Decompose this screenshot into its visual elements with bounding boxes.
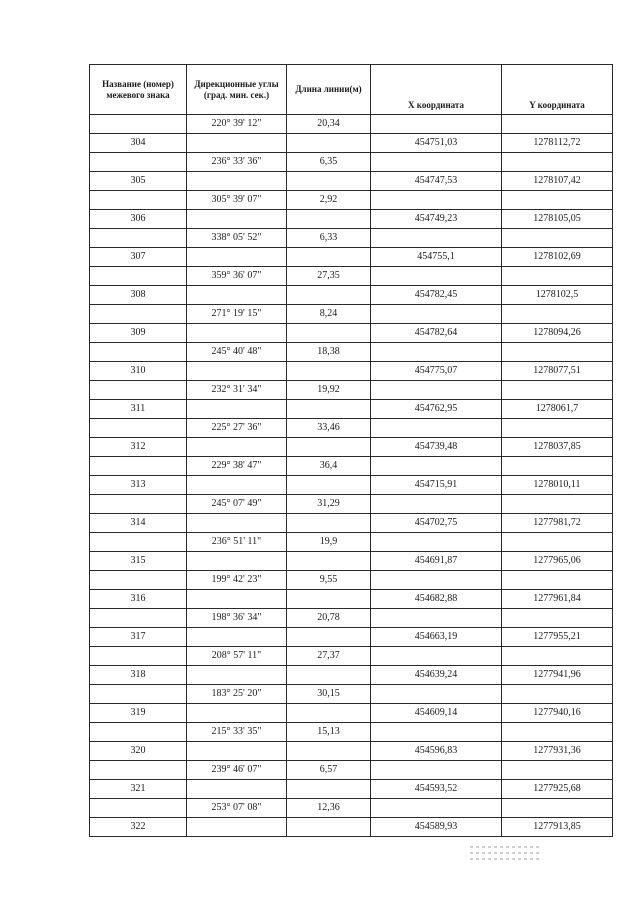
point-name-cell [90, 495, 187, 514]
length-cell: 15,13 [287, 723, 371, 742]
angle-cell [187, 666, 287, 685]
point-row [90, 134, 613, 153]
y-coordinate-cell [502, 229, 613, 248]
header-y: Y координата [502, 65, 613, 115]
length-cell: 18,38 [287, 343, 371, 362]
point-name-cell [90, 153, 187, 172]
x-coordinate-cell: 454715,91 [371, 476, 502, 495]
segment-row [90, 115, 613, 134]
length-cell: 20,78 [287, 609, 371, 628]
y-coordinate-cell [502, 457, 613, 476]
angle-cell: 198° 36' 34" [187, 609, 287, 628]
y-coordinate-cell [502, 685, 613, 704]
length-cell [287, 476, 371, 495]
y-coordinate-cell [502, 343, 613, 362]
segment-row [90, 761, 613, 780]
x-coordinate-cell [371, 495, 502, 514]
y-coordinate-cell: 1277925,68 [502, 780, 613, 799]
x-coordinate-cell: 454749,23 [371, 210, 502, 229]
angle-cell: 236° 33' 36" [187, 153, 287, 172]
length-cell [287, 780, 371, 799]
y-coordinate-cell: 1277965,06 [502, 552, 613, 571]
x-coordinate-cell: 454609,14 [371, 704, 502, 723]
x-coordinate-cell [371, 419, 502, 438]
angle-cell [187, 286, 287, 305]
length-cell: 27,37 [287, 647, 371, 666]
length-cell [287, 438, 371, 457]
x-coordinate-cell [371, 533, 502, 552]
angle-cell [187, 552, 287, 571]
angle-cell: 232° 31' 34" [187, 381, 287, 400]
y-coordinate-cell: 1277913,85 [502, 818, 613, 837]
point-name-cell: 313 [90, 476, 187, 495]
x-coordinate-cell: 454751,03 [371, 134, 502, 153]
point-name-cell: 311 [90, 400, 187, 419]
point-name-cell: 317 [90, 628, 187, 647]
length-cell [287, 514, 371, 533]
y-coordinate-cell: 1278010,11 [502, 476, 613, 495]
angle-cell: 359° 36' 07" [187, 267, 287, 286]
segment-row [90, 495, 613, 514]
angle-cell [187, 514, 287, 533]
segment-row [90, 799, 613, 818]
y-coordinate-cell: 1278037,85 [502, 438, 613, 457]
point-name-cell: 305 [90, 172, 187, 191]
angle-cell [187, 210, 287, 229]
point-name-cell: 312 [90, 438, 187, 457]
segment-row [90, 647, 613, 666]
y-coordinate-cell: 1277981,72 [502, 514, 613, 533]
y-coordinate-cell: 1277961,84 [502, 590, 613, 609]
segment-row [90, 191, 613, 210]
point-name-cell: 318 [90, 666, 187, 685]
point-row [90, 248, 613, 267]
angle-cell [187, 704, 287, 723]
x-coordinate-cell: 454782,45 [371, 286, 502, 305]
x-coordinate-cell [371, 229, 502, 248]
angle-cell: 229° 38' 47" [187, 457, 287, 476]
header-name: Название (номер) межевого знака [90, 65, 187, 115]
point-name-cell: 307 [90, 248, 187, 267]
point-row [90, 780, 613, 799]
angle-cell [187, 742, 287, 761]
point-row [90, 476, 613, 495]
point-name-cell [90, 267, 187, 286]
angle-cell [187, 628, 287, 647]
point-name-cell [90, 723, 187, 742]
x-coordinate-cell [371, 115, 502, 134]
length-cell: 33,46 [287, 419, 371, 438]
point-name-cell: 310 [90, 362, 187, 381]
point-name-cell [90, 229, 187, 248]
angle-cell: 236° 51' 11" [187, 533, 287, 552]
length-cell [287, 172, 371, 191]
angle-cell [187, 362, 287, 381]
point-name-cell [90, 457, 187, 476]
x-coordinate-cell: 454702,75 [371, 514, 502, 533]
angle-cell: 225° 27' 36" [187, 419, 287, 438]
y-coordinate-cell [502, 305, 613, 324]
segment-row [90, 457, 613, 476]
angle-cell: 305° 39' 07" [187, 191, 287, 210]
x-coordinate-cell [371, 191, 502, 210]
length-cell [287, 286, 371, 305]
faint-stamp [470, 842, 540, 870]
y-coordinate-cell: 1277940,16 [502, 704, 613, 723]
y-coordinate-cell [502, 533, 613, 552]
x-coordinate-cell: 454762,95 [371, 400, 502, 419]
x-coordinate-cell: 454691,87 [371, 552, 502, 571]
length-cell: 12,36 [287, 799, 371, 818]
length-cell [287, 818, 371, 837]
angle-cell: 220° 39' 12" [187, 115, 287, 134]
length-cell [287, 704, 371, 723]
y-coordinate-cell: 1278112,72 [502, 134, 613, 153]
x-coordinate-cell [371, 267, 502, 286]
x-coordinate-cell: 454782,64 [371, 324, 502, 343]
length-cell [287, 742, 371, 761]
point-row [90, 286, 613, 305]
x-coordinate-cell: 454663,19 [371, 628, 502, 647]
point-row [90, 704, 613, 723]
segment-row [90, 305, 613, 324]
y-coordinate-cell: 1278102,5 [502, 286, 613, 305]
length-cell: 8,24 [287, 305, 371, 324]
length-cell: 6,35 [287, 153, 371, 172]
segment-row [90, 343, 613, 362]
point-name-cell: 304 [90, 134, 187, 153]
table-body [90, 115, 613, 837]
y-coordinate-cell [502, 723, 613, 742]
angle-cell: 239° 46' 07" [187, 761, 287, 780]
y-coordinate-cell [502, 495, 613, 514]
x-coordinate-cell [371, 799, 502, 818]
segment-row [90, 571, 613, 590]
angle-cell: 199° 42' 23" [187, 571, 287, 590]
y-coordinate-cell [502, 191, 613, 210]
point-name-cell [90, 761, 187, 780]
y-coordinate-cell: 1278077,51 [502, 362, 613, 381]
point-name-cell: 316 [90, 590, 187, 609]
header-angle: Дирекционные углы (град. мин. сек.) [187, 65, 287, 115]
length-cell [287, 362, 371, 381]
length-cell [287, 666, 371, 685]
y-coordinate-cell: 1277941,96 [502, 666, 613, 685]
y-coordinate-cell [502, 267, 613, 286]
point-name-cell: 314 [90, 514, 187, 533]
angle-cell [187, 590, 287, 609]
angle-cell: 338° 05' 52" [187, 229, 287, 248]
y-coordinate-cell [502, 647, 613, 666]
length-cell: 31,29 [287, 495, 371, 514]
segment-row [90, 381, 613, 400]
point-row [90, 400, 613, 419]
angle-cell: 245° 07' 49" [187, 495, 287, 514]
length-cell [287, 134, 371, 153]
angle-cell: 215° 33' 35" [187, 723, 287, 742]
length-cell: 6,33 [287, 229, 371, 248]
length-cell: 30,15 [287, 685, 371, 704]
angle-cell [187, 134, 287, 153]
x-coordinate-cell [371, 685, 502, 704]
point-row [90, 438, 613, 457]
table-header [90, 65, 613, 115]
point-name-cell [90, 647, 187, 666]
segment-row [90, 419, 613, 438]
angle-cell: 253° 07' 08" [187, 799, 287, 818]
point-name-cell [90, 343, 187, 362]
angle-cell: 183° 25' 20" [187, 685, 287, 704]
segment-row [90, 533, 613, 552]
x-coordinate-cell: 454593,52 [371, 780, 502, 799]
length-cell: 27,35 [287, 267, 371, 286]
y-coordinate-cell: 1278107,42 [502, 172, 613, 191]
length-cell [287, 552, 371, 571]
x-coordinate-cell: 454747,53 [371, 172, 502, 191]
point-name-cell [90, 799, 187, 818]
point-name-cell: 308 [90, 286, 187, 305]
y-coordinate-cell: 1277955,21 [502, 628, 613, 647]
x-coordinate-cell [371, 609, 502, 628]
point-row [90, 818, 613, 837]
segment-row [90, 229, 613, 248]
point-name-cell [90, 609, 187, 628]
point-row [90, 742, 613, 761]
point-name-cell: 320 [90, 742, 187, 761]
point-row [90, 590, 613, 609]
x-coordinate-cell: 454589,93 [371, 818, 502, 837]
length-cell: 6,57 [287, 761, 371, 780]
angle-cell [187, 248, 287, 267]
length-cell [287, 248, 371, 267]
point-name-cell [90, 381, 187, 400]
point-row [90, 628, 613, 647]
point-row [90, 666, 613, 685]
point-name-cell: 309 [90, 324, 187, 343]
x-coordinate-cell: 454755,1 [371, 248, 502, 267]
point-name-cell [90, 419, 187, 438]
x-coordinate-cell [371, 571, 502, 590]
point-row [90, 324, 613, 343]
x-coordinate-cell: 454596,83 [371, 742, 502, 761]
y-coordinate-cell [502, 609, 613, 628]
y-coordinate-cell [502, 799, 613, 818]
angle-cell [187, 780, 287, 799]
point-name-cell [90, 115, 187, 134]
segment-row [90, 609, 613, 628]
length-cell: 36,4 [287, 457, 371, 476]
length-cell [287, 210, 371, 229]
header-length: Длина линии(м) [287, 65, 371, 115]
segment-row [90, 685, 613, 704]
angle-cell [187, 400, 287, 419]
y-coordinate-cell [502, 115, 613, 134]
segment-row [90, 267, 613, 286]
x-coordinate-cell: 454639,24 [371, 666, 502, 685]
length-cell [287, 628, 371, 647]
y-coordinate-cell: 1278094,26 [502, 324, 613, 343]
angle-cell: 245° 40' 48" [187, 343, 287, 362]
length-cell: 19,92 [287, 381, 371, 400]
y-coordinate-cell: 1278061,7 [502, 400, 613, 419]
x-coordinate-cell: 454775,07 [371, 362, 502, 381]
length-cell: 9,55 [287, 571, 371, 590]
x-coordinate-cell [371, 647, 502, 666]
y-coordinate-cell: 1277931,36 [502, 742, 613, 761]
length-cell: 19,9 [287, 533, 371, 552]
x-coordinate-cell [371, 457, 502, 476]
point-name-cell [90, 305, 187, 324]
point-name-cell [90, 191, 187, 210]
angle-cell [187, 476, 287, 495]
y-coordinate-cell: 1278105,05 [502, 210, 613, 229]
x-coordinate-cell [371, 723, 502, 742]
length-cell [287, 400, 371, 419]
angle-cell [187, 324, 287, 343]
x-coordinate-cell [371, 381, 502, 400]
y-coordinate-cell [502, 381, 613, 400]
point-name-cell: 322 [90, 818, 187, 837]
y-coordinate-cell [502, 761, 613, 780]
point-name-cell [90, 571, 187, 590]
y-coordinate-cell [502, 153, 613, 172]
point-name-cell: 321 [90, 780, 187, 799]
x-coordinate-cell [371, 761, 502, 780]
point-name-cell: 315 [90, 552, 187, 571]
point-name-cell [90, 685, 187, 704]
point-row [90, 210, 613, 229]
y-coordinate-cell [502, 571, 613, 590]
segment-row [90, 723, 613, 742]
x-coordinate-cell [371, 153, 502, 172]
point-row [90, 362, 613, 381]
angle-cell [187, 172, 287, 191]
angle-cell [187, 818, 287, 837]
length-cell: 2,92 [287, 191, 371, 210]
y-coordinate-cell: 1278102,69 [502, 248, 613, 267]
point-row [90, 514, 613, 533]
point-name-cell: 319 [90, 704, 187, 723]
x-coordinate-cell: 454739,48 [371, 438, 502, 457]
x-coordinate-cell [371, 305, 502, 324]
point-row [90, 172, 613, 191]
length-cell [287, 590, 371, 609]
segment-row [90, 153, 613, 172]
angle-cell: 271° 19' 15" [187, 305, 287, 324]
length-cell: 20,34 [287, 115, 371, 134]
point-name-cell: 306 [90, 210, 187, 229]
point-name-cell [90, 533, 187, 552]
angle-cell [187, 438, 287, 457]
angle-cell: 208° 57' 11" [187, 647, 287, 666]
x-coordinate-cell [371, 343, 502, 362]
length-cell [287, 324, 371, 343]
header-x: X координата [371, 65, 502, 115]
x-coordinate-cell: 454682,88 [371, 590, 502, 609]
y-coordinate-cell [502, 419, 613, 438]
coordinates-table [89, 64, 613, 837]
point-row [90, 552, 613, 571]
